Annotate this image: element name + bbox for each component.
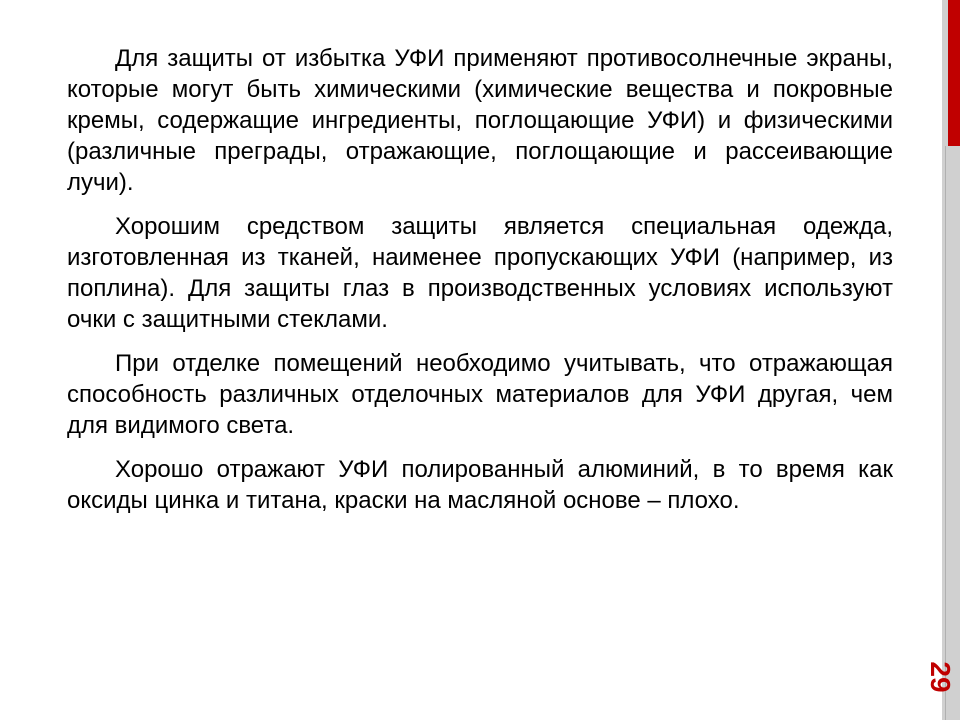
paragraph-room-finishing: При отделке помещений необходимо учитывать, что отражающая способность различных отделочных материалов для УФИ другая, чем для видимого света.: [67, 350, 893, 439]
side-accent-bar: [948, 0, 960, 146]
slide-body-text: [67, 43, 893, 516]
paragraph-protective-clothing: Хорошим средством защиты является специальная одежда, изготовленная из тканей, наименее пропускающих УФИ (например, из поплина). Для защиты глаз в производственных условиях используют очки с защитными стеклами.: [67, 213, 893, 333]
paragraph-uv-protection-screens: Для защиты от избытка УФИ применяют противосолнечные экраны, которые могут быть химическими (химические вещества и покровные кремы, содержащие ингредиенты, поглощающие УФИ) и физическими (различные преграды, отражающие, поглощающие и рассеивающие лучи).: [67, 45, 893, 196]
side-divider-line: [945, 146, 946, 720]
paragraph-reflective-materials: Хорошо отражают УФИ полированный алюминий, в то время как оксиды цинка и титана, краски на масляной основе – плохо.: [67, 456, 893, 514]
page-number: 29: [925, 661, 956, 693]
